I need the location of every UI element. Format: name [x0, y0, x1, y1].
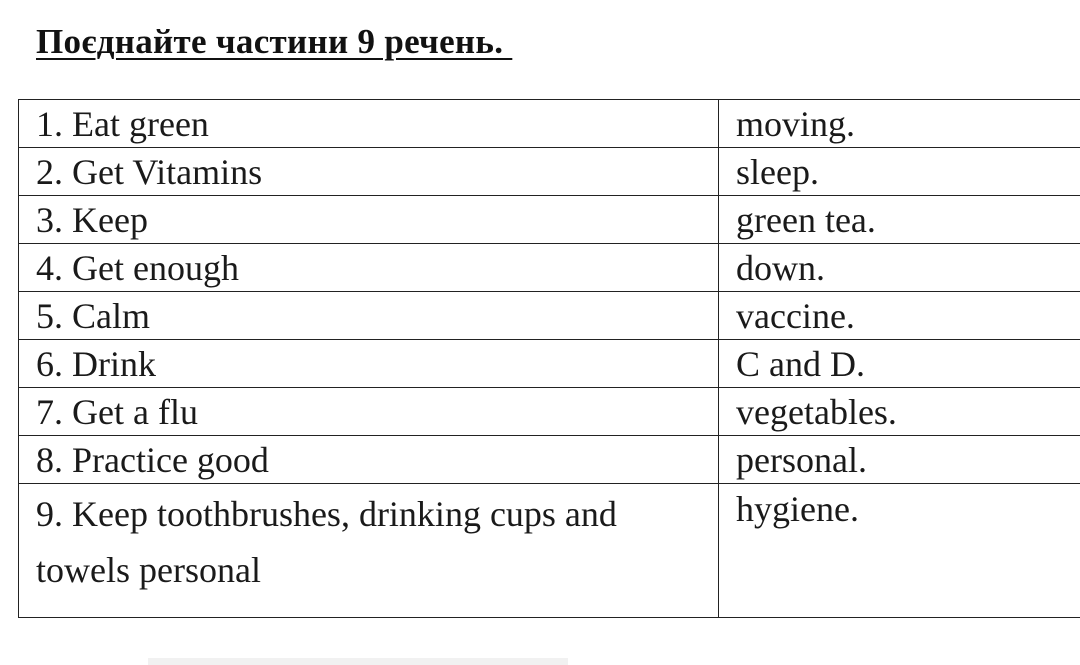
sentence-end-cell: vegetables.	[719, 388, 1080, 436]
sentence-end-cell: sleep.	[719, 148, 1080, 196]
sentence-end-cell: green tea.	[719, 196, 1080, 244]
table-row	[19, 340, 1080, 388]
sentence-end-cell: hygiene.	[719, 484, 1080, 618]
matching-table	[18, 99, 1080, 618]
sentence-start-cell: 1. Eat green	[19, 100, 719, 148]
faint-scan-line	[148, 658, 568, 665]
sentence-start-cell: 4. Get enough	[19, 244, 719, 292]
sentence-start-cell: 9. Keep toothbrushes, drinking cups and towels personal	[19, 484, 719, 618]
sentence-start-cell: 7. Get a flu	[19, 388, 719, 436]
sentence-end-cell: C and D.	[719, 340, 1080, 388]
sentence-start-cell: 8. Practice good	[19, 436, 719, 484]
sentence-start-cell: 6. Drink	[19, 340, 719, 388]
sentence-end-cell: down.	[719, 244, 1080, 292]
table-row	[19, 436, 1080, 484]
sentence-start-cell: 3. Keep	[19, 196, 719, 244]
table-row	[19, 388, 1080, 436]
sentence-end-cell: moving.	[719, 100, 1080, 148]
table-row	[19, 196, 1080, 244]
sentence-end-cell: personal.	[719, 436, 1080, 484]
table-row	[19, 148, 1080, 196]
table-row	[19, 484, 1080, 618]
sentence-start-cell: 2. Get Vitamins	[19, 148, 719, 196]
page-title: Поєднайте частини 9 речень.	[36, 22, 513, 61]
table-row	[19, 100, 1080, 148]
table-row	[19, 292, 1080, 340]
sentence-start-cell: 5. Calm	[19, 292, 719, 340]
sentence-end-cell: vaccine.	[719, 292, 1080, 340]
table-row	[19, 244, 1080, 292]
